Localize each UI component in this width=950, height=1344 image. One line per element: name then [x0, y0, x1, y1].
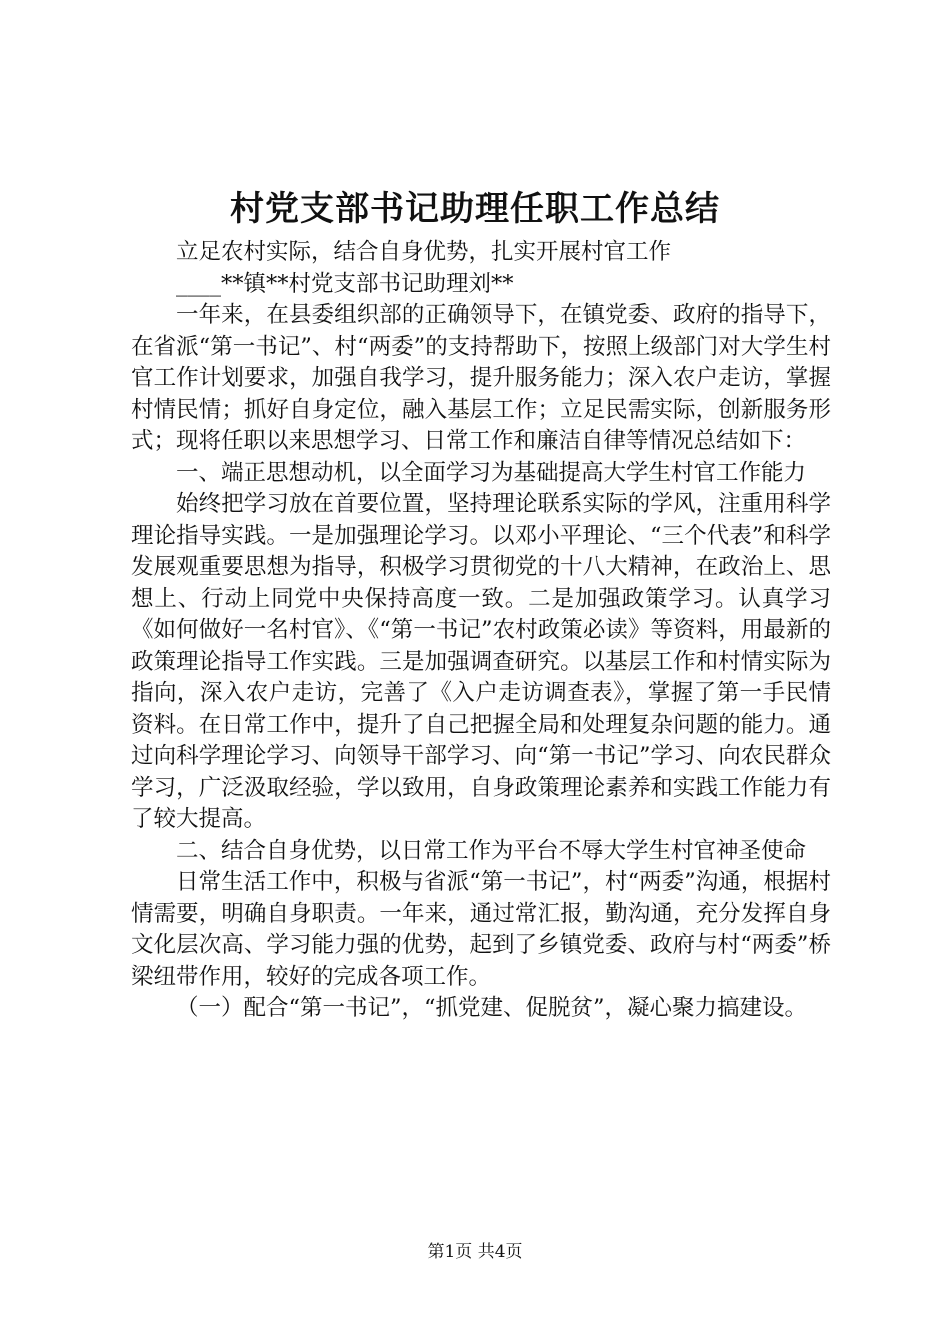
- document-title: 村党支部书记助理任职工作总结: [230, 189, 720, 229]
- section-heading-1: 一、端正思想动机，以全面学习为基础提高大学生村官工作能力: [176, 459, 807, 486]
- page-number-footer: 第1页 共4页: [427, 1242, 523, 1262]
- paragraph-daily-work: 日常生活工作中，积极与省派“第一书记”，村“两委”沟通，根据村情需要，明确自身职责。一年来，通过常汇报，勤沟通，充分发挥自身文化层次高、学习能力强的优势，起到了乡镇党委、政府与村“两委”桥梁纽带作用，较好的完成各项工作。: [131, 869, 831, 990]
- document-subtitle: 立足农村实际，结合自身优势，扎实开展村官工作: [176, 239, 672, 265]
- paragraph-study: 始终把学习放在首要位置，坚持理论联系实际的学风，注重用科学理论指导实践。一是加强理论学习。以邓小平理论、“三个代表”和科学发展观重要思想为指导，积极学习贯彻党的十八大精神，在政治上、思想上、行动上同党中央保持高度一致。二是加强政策学习。认真学习《如何做好一名村官》、《“第一书记”农村政策必读》等资料，用最新的政策理论指导工作实践。三是加强调查研究。以基层工作和村情实际为指向，深入农户走访，完善了《入户走访调查表》，掌握了第一手民情资料。在日常工作中，提升了自己把握全局和处理复杂问题的能力。通过向科学理论学习、向领导干部学习、向“第一书记”学习、向农民群众学习，广泛汲取经验，学以致用，自身政策理论素养和实践工作能力有了较大提高。: [131, 491, 831, 832]
- paragraph-intro: 一年来，在县委组织部的正确领导下，在镇党委、政府的指导下，在省派“第一书记”、村“两委”的支持帮助下，按照上级部门对大学生村官工作计划要求，加强自我学习，提升服务能力；深入农户走访，掌握村情民情；抓好自身定位，融入基层工作；立足民需实际，创新服务形式；现将任职以来思想学习、日常工作和廉洁自律等情况总结如下：: [131, 302, 831, 454]
- document-byline: ____**镇**村党支部书记助理刘**: [176, 270, 514, 297]
- section-heading-2: 二、结合自身优势，以日常工作为平台不辱大学生村官神圣使命: [176, 837, 807, 864]
- subsection-heading-1: （一）配合“第一书记”，“抓党建、促脱贫”，凝心聚力搞建设。: [176, 995, 808, 1021]
- document-body: [131, 237, 831, 1025]
